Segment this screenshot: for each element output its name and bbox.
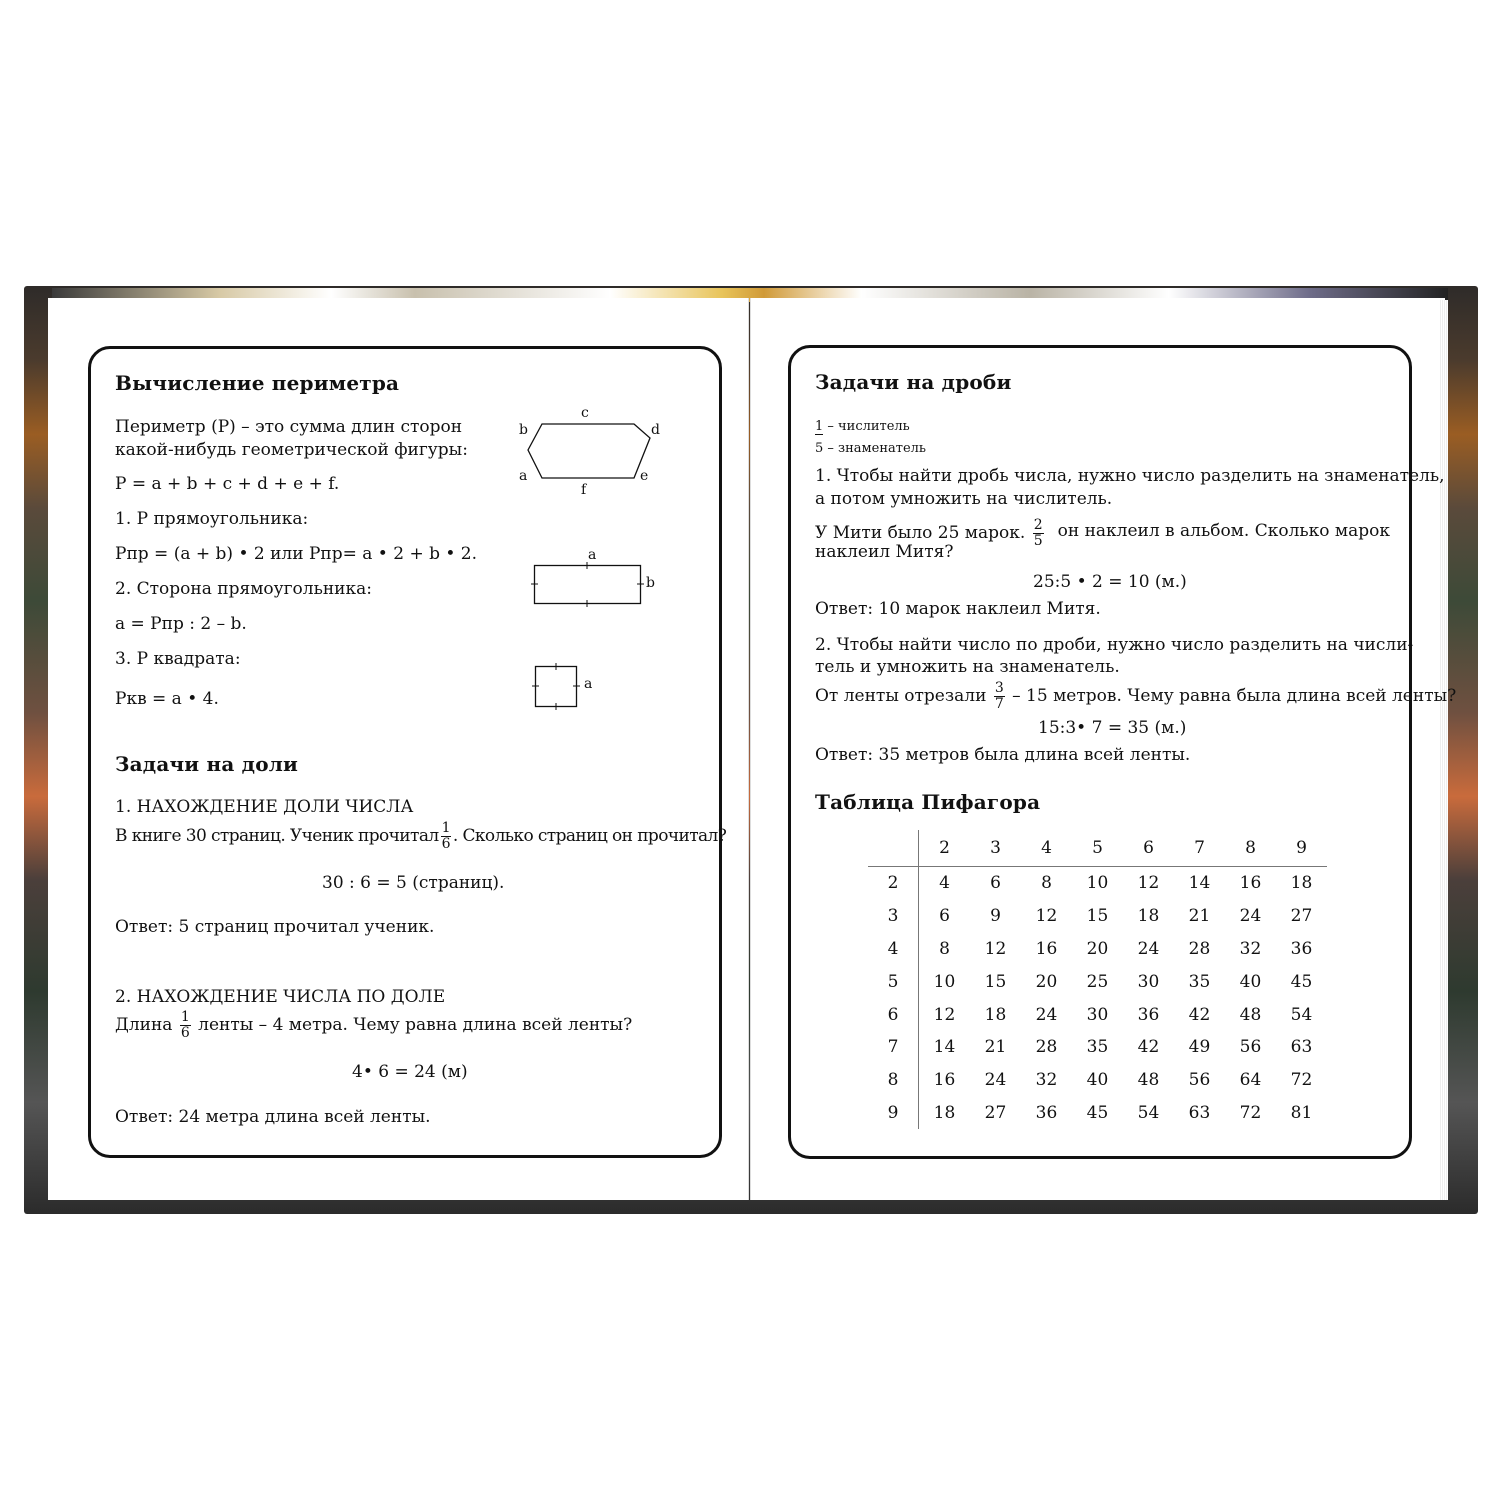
table-cell: 28: [1035, 1037, 1058, 1058]
table-header-cell: 8: [1225, 830, 1276, 867]
fraction-two-fifths: $\frac{2}{5}$: [1033, 517, 1043, 549]
table-cell: 36: [1137, 1004, 1160, 1025]
shares-p2-title: 2. НАХОЖДЕНИЕ ЧИСЛА ПО ДОЛЕ: [115, 987, 446, 1007]
table-cell: 10: [933, 971, 956, 992]
table-cell: 81: [1290, 1102, 1313, 1123]
table-cell: 48: [1239, 1004, 1262, 1025]
table-cell: 27: [1290, 906, 1313, 927]
row-header: 3: [868, 900, 919, 933]
table-cell: 54: [1290, 1004, 1313, 1025]
table-row: [868, 867, 1327, 900]
table-cell: 21: [984, 1037, 1007, 1058]
table-cell: 36: [1290, 938, 1313, 959]
table-cell: 35: [1188, 971, 1211, 992]
rule2-line2: тель и умножить на знаменатель.: [815, 657, 1120, 677]
perimeter-title: Вычисление периметра: [115, 371, 400, 395]
rule1-line1: 1. Чтобы найти дробь числа, нужно число разделить на знаменатель,: [815, 466, 1445, 486]
table-row: [868, 933, 1327, 966]
table-cell: 24: [1239, 906, 1262, 927]
table-cell: 9: [990, 906, 1001, 927]
table-cell: 40: [1086, 1070, 1109, 1091]
table-cell: 45: [1290, 971, 1313, 992]
square-figure: [530, 660, 585, 715]
table-cell: 14: [1188, 873, 1211, 894]
table-cell: 24: [1137, 938, 1160, 959]
rule2-line1: 2. Чтобы найти число по дроби, нужно число разделить на числи-: [815, 635, 1414, 655]
pythagoras-title: Таблица Пифагора: [815, 790, 1041, 814]
shares-p1-task: В книге 30 страниц. Ученик прочитал $\frac{1}{6}$ . Сколько страниц он прочитал?: [115, 820, 727, 852]
side-formula: a = Pпр : 2 – b.: [115, 614, 247, 634]
table-row: [868, 1064, 1327, 1097]
shares-title: Задачи на доли: [115, 752, 299, 776]
answer1: Ответ: 10 марок наклеил Митя.: [815, 599, 1101, 619]
table-row: [868, 900, 1327, 933]
rect-title: 1. P прямоугольника:: [115, 509, 309, 529]
table-cell: 16: [933, 1070, 956, 1091]
table-cell: 8: [939, 938, 950, 959]
calc2: 15:3• 7 = 35 (м.): [1038, 718, 1187, 738]
table-cell: 56: [1188, 1070, 1211, 1091]
table-header-cell: 4: [1021, 830, 1072, 867]
row-header: 6: [868, 998, 919, 1031]
row-header: 9: [868, 1097, 919, 1130]
table-row: [868, 998, 1327, 1031]
rect-label-a: a: [588, 547, 597, 563]
hex-label-e: e: [640, 468, 649, 484]
table-cell: 72: [1239, 1102, 1262, 1123]
table-header-cell: 7: [1174, 830, 1225, 867]
table-header-row: [868, 830, 1327, 867]
perimeter-def-line2: какой-нибудь геометрической фигуры:: [115, 440, 468, 460]
table-cell: 32: [1239, 938, 1262, 959]
shares-p2-calc: 4• 6 = 24 (м): [352, 1062, 468, 1082]
table-cell: 63: [1188, 1102, 1211, 1123]
shares-p1-title: 1. НАХОЖДЕНИЕ ДОЛИ ЧИСЛА: [115, 797, 414, 817]
row-header: 8: [868, 1064, 919, 1097]
table-cell: 16: [1035, 938, 1058, 959]
rule1-line2: а потом умножить на числитель.: [815, 489, 1113, 509]
shares-p2-task: Длина $\frac{1}{6}$ ленты – 4 метра. Чему равна длина всей ленты?: [115, 1009, 633, 1041]
table-cell: 40: [1239, 971, 1262, 992]
table-header-cell: 5: [1072, 830, 1123, 867]
table-cell: 20: [1035, 971, 1058, 992]
table-cell: 36: [1035, 1102, 1058, 1123]
table-header-cell: 9: [1276, 830, 1327, 867]
task1-line1: У Мити было 25 марок. $\frac{2}{5}$ он наклеил в альбом. Сколько марок: [815, 517, 1390, 549]
shares-p2-answer: Ответ: 24 метра длина всей ленты.: [115, 1107, 431, 1127]
table-cell: 24: [1035, 1004, 1058, 1025]
numerator-definition: 1 – числитель: [815, 419, 910, 434]
table-cell: 32: [1035, 1070, 1058, 1091]
table-cell: 35: [1086, 1037, 1109, 1058]
page-edge: [1440, 300, 1448, 1200]
table-cell: 6: [990, 873, 1001, 894]
table-cell: 4: [939, 873, 950, 894]
shares-p1-calc: 30 : 6 = 5 (страниц).: [322, 873, 505, 893]
table-cell: 10: [1086, 873, 1109, 894]
table-corner: [868, 830, 919, 867]
table-header-cell: 3: [970, 830, 1021, 867]
table-cell: 45: [1086, 1102, 1109, 1123]
table-cell: 12: [933, 1004, 956, 1025]
table-cell: 28: [1188, 938, 1211, 959]
table-cell: 20: [1086, 938, 1109, 959]
table-cell: 16: [1239, 873, 1262, 894]
denominator-definition: 5 – знаменатель: [815, 441, 927, 456]
table-cell: 54: [1137, 1102, 1160, 1123]
row-header: 7: [868, 1031, 919, 1064]
fractions-title: Задачи на дроби: [815, 370, 1012, 394]
table-cell: 18: [1290, 873, 1313, 894]
table-cell: 42: [1137, 1037, 1160, 1058]
table-cell: 18: [1137, 906, 1160, 927]
fraction-three-sevenths: $\frac{3}{7}$: [994, 680, 1004, 712]
square-formula: Pкв = a • 4.: [115, 689, 219, 709]
rect-formula: Pпр = (a + b) • 2 или Pпр= a • 2 + b • 2.: [115, 544, 478, 564]
table-cell: 21: [1188, 906, 1211, 927]
table-cell: 42: [1188, 1004, 1211, 1025]
table-cell: 15: [984, 971, 1007, 992]
fraction-one-sixth-2: $\frac{1}{6}$: [180, 1009, 190, 1041]
fraction-one-sixth: $\frac{1}{6}$: [441, 820, 450, 852]
table-cell: 56: [1239, 1037, 1262, 1058]
task1-line2: наклеил Митя?: [815, 542, 954, 562]
rect-label-b: b: [646, 575, 655, 591]
table-header-cell: 6: [1123, 830, 1174, 867]
table-cell: 30: [1137, 971, 1160, 992]
rectangle-figure: [530, 560, 650, 610]
square-label-a: a: [584, 676, 593, 692]
hex-label-c: c: [581, 405, 589, 421]
hex-label-f: f: [581, 482, 587, 498]
table-cell: 8: [1041, 873, 1052, 894]
answer2: Ответ: 35 метров была длина всей ленты.: [815, 745, 1191, 765]
hex-label-b: b: [519, 422, 528, 438]
table-cell: 30: [1086, 1004, 1109, 1025]
table-row: [868, 1097, 1327, 1130]
table-cell: 63: [1290, 1037, 1313, 1058]
table-cell: 6: [939, 906, 950, 927]
row-header: 5: [868, 965, 919, 998]
table-row: [868, 965, 1327, 998]
table-cell: 64: [1239, 1070, 1262, 1091]
table-cell: 25: [1086, 971, 1109, 992]
square-title: 3. P квадрата:: [115, 649, 241, 669]
table-cell: 72: [1290, 1070, 1313, 1091]
table-header-cell: 2: [919, 830, 971, 867]
calc1: 25:5 • 2 = 10 (м.): [1033, 572, 1187, 592]
perimeter-def-line1: Периметр (P) – это сумма длин сторон: [115, 417, 463, 437]
side-title: 2. Сторона прямоугольника:: [115, 579, 373, 599]
table-cell: 15: [1086, 906, 1109, 927]
row-header: 2: [868, 867, 919, 900]
hex-label-a: a: [519, 468, 528, 484]
shares-p1-answer: Ответ: 5 страниц прочитал ученик.: [115, 917, 435, 937]
table-cell: 12: [1137, 873, 1160, 894]
table-cell: 48: [1137, 1070, 1160, 1091]
hex-label-d: d: [651, 422, 660, 438]
table-cell: 12: [1035, 906, 1058, 927]
table-cell: 49: [1188, 1037, 1211, 1058]
table-cell: 18: [984, 1004, 1007, 1025]
table-cell: 24: [984, 1070, 1007, 1091]
table-cell: 14: [933, 1037, 956, 1058]
perimeter-formula: P = a + b + c + d + e + f.: [115, 474, 340, 494]
pythagoras-table: [868, 830, 1327, 1129]
task2-line: От ленты отрезали $\frac{3}{7}$ – 15 метров. Чему равна была длина всей ленты?: [815, 680, 1457, 712]
table-cell: 18: [933, 1102, 956, 1123]
hexagon-figure: [510, 400, 680, 500]
table-cell: 27: [984, 1102, 1007, 1123]
table-cell: 12: [984, 938, 1007, 959]
row-header: 4: [868, 933, 919, 966]
table-row: [868, 1031, 1327, 1064]
